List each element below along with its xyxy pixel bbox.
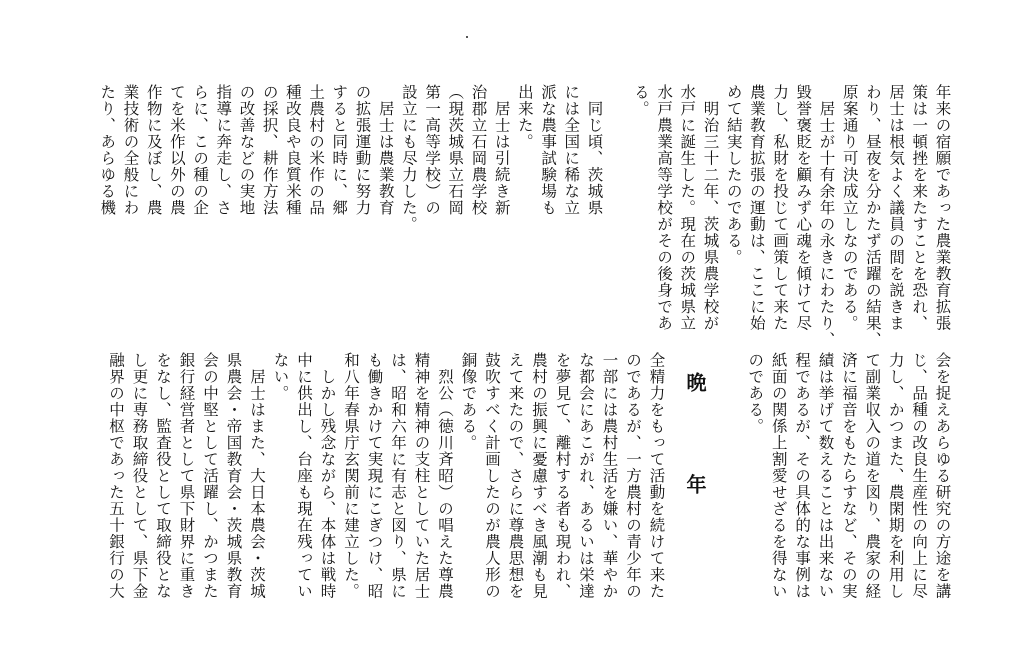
- text-column: えて来たので、さらに尊農思想を: [506, 352, 525, 600]
- text-column: 原案通り可決成立しなのである。: [840, 84, 859, 332]
- text-column: 毀誉褒貶を顧みず心魂を傾けて尽: [794, 84, 813, 332]
- text-column: 中に供出し、台座も現在残ってい: [295, 352, 313, 600]
- text-column: 居士は引続き新: [492, 84, 511, 216]
- text-column: 策は一頓挫を来たすことを恐れ、: [910, 84, 929, 332]
- text-column: 居士が十有余年の永きにわたり、: [817, 84, 836, 348]
- text-column: のである。: [746, 352, 765, 435]
- text-column: し更に専務取締役として、県下金: [130, 352, 149, 600]
- text-column: 業技術の全般にわ: [121, 84, 140, 216]
- text-column: 会の中堅として活躍し、かつまた: [201, 352, 219, 600]
- text-column: しかし残念ながら、本体は戦時: [318, 352, 337, 600]
- text-column: ない。: [271, 352, 290, 402]
- text-column: の採択、耕作方法: [260, 84, 279, 216]
- text-column: 鼓吹すべく計画したのが農人形の: [483, 352, 501, 600]
- text-column: 第一高等学校）の: [423, 84, 442, 216]
- text-column: 居士はまた、大日本農会・茨城: [248, 352, 266, 600]
- text-column: （現茨城県立石岡: [446, 84, 465, 216]
- scan-speck: [466, 36, 468, 38]
- text-column: る。: [631, 84, 650, 117]
- section-heading-bannen: 晩 年: [683, 372, 707, 508]
- text-column: 力し、私財を投じて画策して来た: [771, 84, 790, 332]
- text-column: めて結実したのである。: [724, 84, 743, 266]
- text-column: 農村の振興に憂慮すべき風潮も見: [530, 352, 548, 600]
- text-column: 同じ頃、茨城県: [585, 84, 604, 216]
- text-column: 農業教育拡張の運動は、ここに始: [747, 84, 766, 332]
- text-column: 会を捉えあらゆる研究の方途を講: [933, 352, 952, 600]
- text-column: てを米作以外の農: [167, 84, 186, 216]
- text-column: たり、あらゆる機: [98, 84, 117, 216]
- text-column: 県農会・帝国教育会・茨城県教育: [224, 352, 243, 600]
- text-column: には全国に稀な立: [562, 84, 581, 216]
- text-column: な都会にあこがれ、あるいは栄達: [577, 352, 595, 600]
- text-column: 銀行経営者として県下財界に重き: [177, 352, 196, 600]
- text-column: 程であるが、その具体的な事例は: [793, 352, 812, 600]
- text-column: は、昭和六年に有志と図り、県に: [389, 352, 407, 600]
- text-column: 治郡立石岡農学校: [469, 84, 488, 216]
- text-column: 烈公（徳川斉昭）の唱えた尊農: [436, 352, 454, 600]
- text-column: 融界の中枢であった五十銀行の大: [107, 352, 125, 600]
- text-column: を夢見て、離村する者も現われ、: [553, 352, 572, 600]
- text-column: 精神を精神の支柱としていた居士: [412, 352, 431, 600]
- text-column: 績は挙げて数えることは出来ない: [816, 352, 835, 600]
- text-column: 年来の宿願であった農業教育拡張: [933, 84, 952, 332]
- text-column: 種改良や良質米種: [283, 84, 302, 216]
- text-column: 指導に奔走し、さ: [214, 84, 233, 216]
- text-column: 出来た。: [515, 84, 534, 150]
- text-column: 土農村の米作の品: [307, 84, 326, 216]
- text-column: 紙面の関係上割愛せざるを得ない: [769, 352, 788, 600]
- text-column: 居士は根気よく議員の間を説きま: [887, 84, 906, 332]
- text-column: じ、品種の改良生産性の向上に尽: [910, 352, 929, 600]
- text-column: をなし、監査役として取締役とな: [154, 352, 172, 600]
- text-column: 設立にも尽力した。: [399, 84, 418, 233]
- text-column: 全精力をもって活動を続けて来た: [647, 352, 666, 600]
- text-column: わり、昼夜を分かたず活躍の結果、: [863, 84, 882, 348]
- text-column: らに、この種の企: [191, 84, 210, 216]
- text-column: 作物に及ぼし、農: [144, 84, 163, 216]
- text-column: 水戸に誕生した。現在の茨城県立: [678, 84, 697, 332]
- text-column: 済に福音をもたらすなど、その実: [839, 352, 858, 600]
- text-column: すると同時に、郷: [330, 84, 349, 216]
- text-column: も働きかけて実現にこぎつけ、昭: [365, 352, 384, 600]
- text-column: 和八年春県庁玄関前に建立した。: [342, 352, 360, 600]
- text-column: 銅像である。: [459, 352, 478, 451]
- text-column: 力し、かつまた、農閑期を利用し: [886, 352, 905, 600]
- text-column: 居士は農業教育: [376, 84, 395, 216]
- text-column: の改善などの実地: [237, 84, 256, 216]
- text-column: の拡張運動に努力: [353, 84, 372, 216]
- text-column: 明治三十二年、茨城県農学校が: [701, 84, 720, 332]
- text-column: のであるが、一方農村の青少年の: [624, 352, 642, 600]
- text-column: 一部には農村生活を嫌い、華やか: [600, 352, 619, 600]
- text-column: 派な農事試験場も: [539, 84, 558, 216]
- text-column: 水戸農業高等学校がその後身であ: [655, 84, 674, 332]
- text-column: て副業収入の道を図り、農家の経: [863, 352, 882, 600]
